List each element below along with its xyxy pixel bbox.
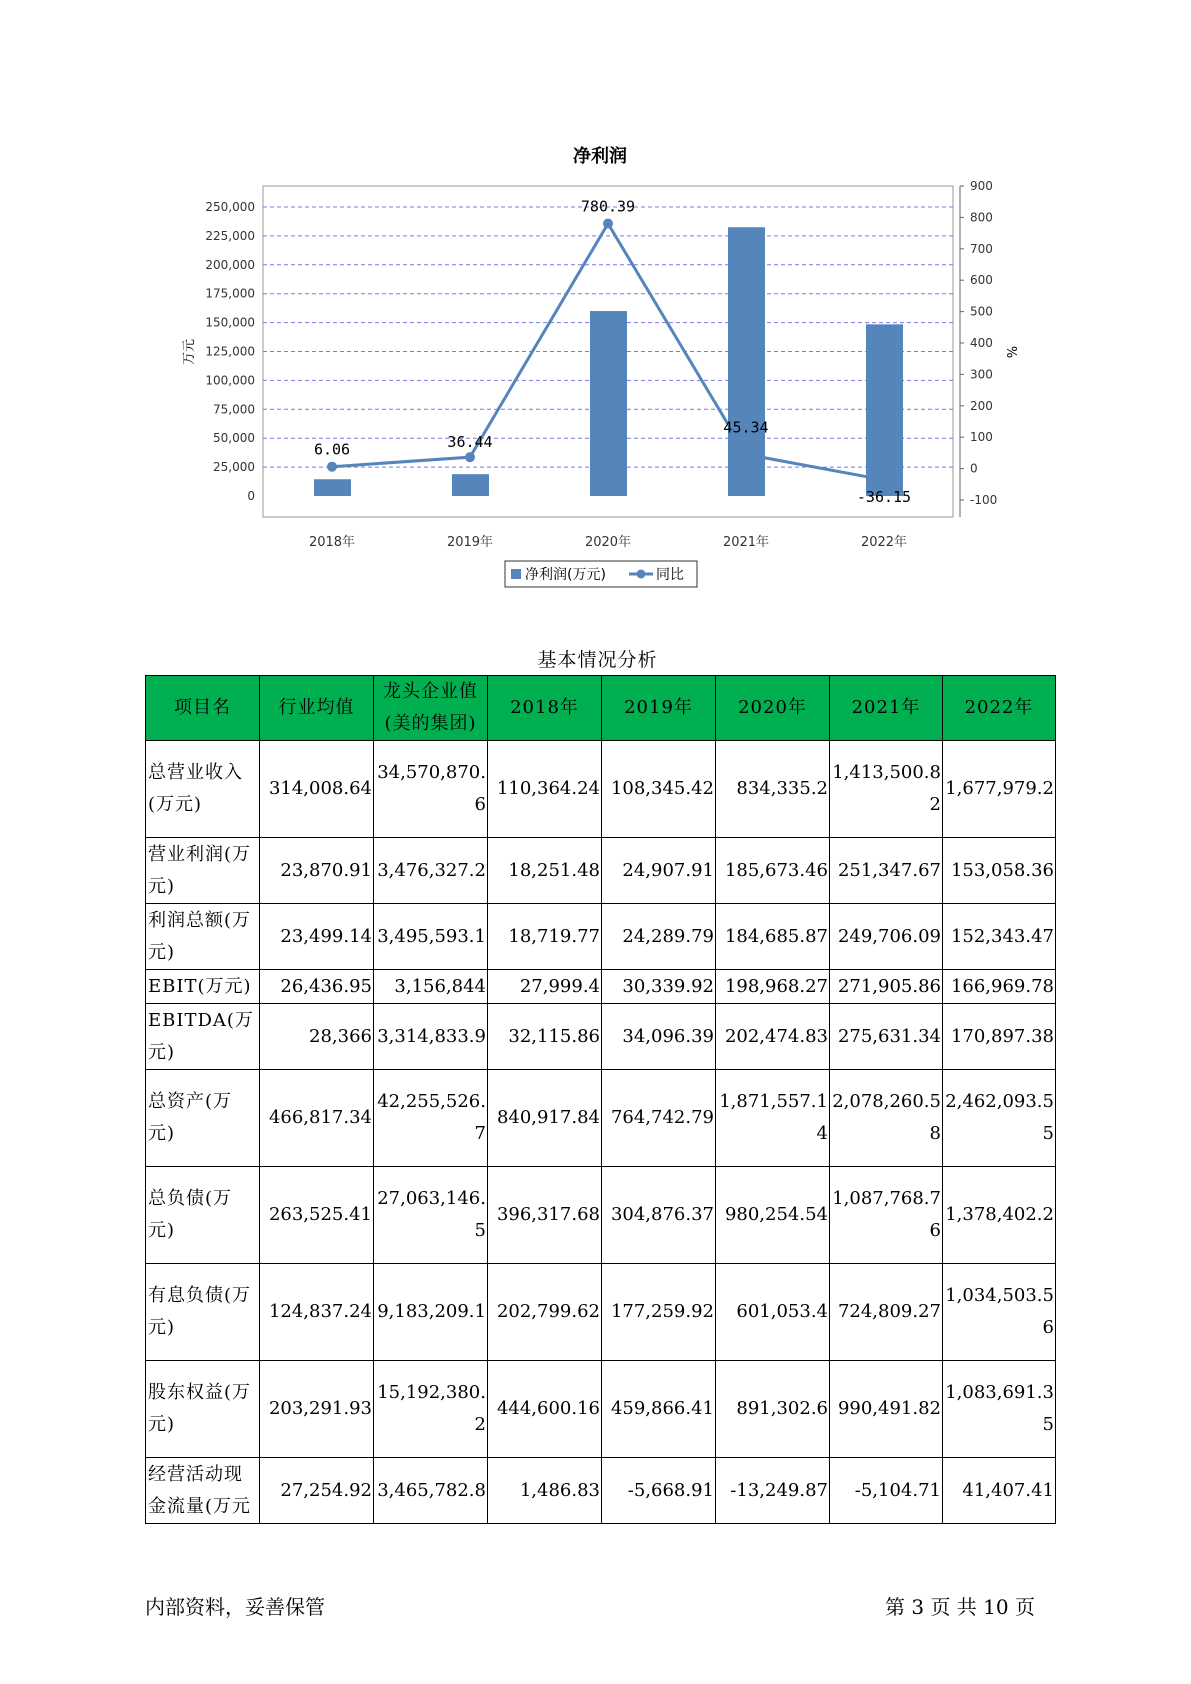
- y-tick-label: 125,000: [205, 344, 255, 359]
- table-cell: 34,096.39: [602, 1004, 716, 1070]
- table-cell: 1,413,500.82: [830, 741, 943, 838]
- table-cell: 1,677,979.2: [943, 741, 1056, 838]
- table-cell: 980,254.54: [716, 1167, 830, 1264]
- table-row: [146, 1167, 1056, 1264]
- y-tick-label: 200,000: [205, 257, 255, 272]
- table-cell: 275,631.34: [830, 1004, 943, 1070]
- table-header-cell: 2018年: [488, 676, 602, 741]
- table-cell: 203,291.93: [260, 1361, 374, 1458]
- table-cell: 3,314,833.9: [374, 1004, 488, 1070]
- table-cell: 15,192,380.2: [374, 1361, 488, 1458]
- y-tick-label: 50,000: [213, 431, 255, 446]
- table-cell: 1,034,503.56: [943, 1264, 1056, 1361]
- bar: [314, 479, 351, 496]
- legend-line-marker: [637, 570, 646, 579]
- table-cell: 1,486.83: [488, 1458, 602, 1524]
- y2-tick-label: 200: [970, 398, 993, 413]
- y-axis-ticks: [205, 200, 255, 503]
- bar-series: [314, 227, 903, 496]
- table-cell: 41,407.41: [943, 1458, 1056, 1524]
- legend-bar-swatch: [511, 569, 521, 579]
- x-tick-label: 2021年: [722, 535, 770, 550]
- table-cell: 314,008.64: [260, 741, 374, 838]
- table-cell: -13,249.87: [716, 1458, 830, 1524]
- table-row: [146, 904, 1056, 970]
- y-tick-label: 150,000: [205, 315, 255, 330]
- legend-bar-label: 净利润(万元): [525, 567, 606, 583]
- table-cell: 170,897.38: [943, 1004, 1056, 1070]
- data-label: 6.06: [313, 440, 351, 459]
- row-label-cell: EBITDA(万元): [146, 1004, 260, 1070]
- table-cell: 1,087,768.76: [830, 1167, 943, 1264]
- table-cell: 198,968.27: [716, 970, 830, 1004]
- table-cell: -5,104.71: [830, 1458, 943, 1524]
- y-tick-label: 175,000: [205, 286, 255, 301]
- y2-tick-label: 600: [970, 273, 993, 288]
- y-tick-label: 0: [247, 489, 255, 503]
- table-row: [146, 970, 1056, 1004]
- table-cell: 3,156,844: [374, 970, 488, 1004]
- table-header-cell: 行业均值: [260, 676, 374, 741]
- table-cell: 18,251.48: [488, 838, 602, 904]
- legend-line-label: 同比: [656, 567, 684, 583]
- table-cell: 466,817.34: [260, 1070, 374, 1167]
- table-cell: 2,462,093.55: [943, 1070, 1056, 1167]
- table-cell: 202,474.83: [716, 1004, 830, 1070]
- table-cell: 764,742.79: [602, 1070, 716, 1167]
- x-tick-label: 2019年: [446, 535, 494, 550]
- footer-page-number: 第 3 页 共 10 页: [885, 1595, 1035, 1619]
- table-cell: 304,876.37: [602, 1167, 716, 1264]
- table-row: [146, 1004, 1056, 1070]
- table-cell: 1,083,691.35: [943, 1361, 1056, 1458]
- row-label-cell: 总负债(万元): [146, 1167, 260, 1264]
- line-point: [879, 475, 889, 485]
- table-cell: 3,465,782.8: [374, 1458, 488, 1524]
- table-cell: 459,866.41: [602, 1361, 716, 1458]
- y-tick-label: 75,000: [213, 402, 255, 417]
- table-row: [146, 741, 1056, 838]
- table-cell: 108,345.42: [602, 741, 716, 838]
- table-cell: 18,719.77: [488, 904, 602, 970]
- table-cell: 34,570,870.6: [374, 741, 488, 838]
- data-label: 780.39: [580, 197, 636, 216]
- table-cell: 249,706.09: [830, 904, 943, 970]
- table-cell: 185,673.46: [716, 838, 830, 904]
- table-cell: 184,685.87: [716, 904, 830, 970]
- table-cell: 42,255,526.7: [374, 1070, 488, 1167]
- table-cell: 601,053.4: [716, 1264, 830, 1361]
- row-label-cell: 总营业收入(万元): [146, 741, 260, 838]
- row-label-cell: 营业利润(万元): [146, 838, 260, 904]
- y2-tick-label: 900: [970, 179, 993, 193]
- x-tick-label: 2018年: [308, 535, 356, 550]
- table-row: [146, 1070, 1056, 1167]
- row-label-cell: 经营活动现金流量(万元: [146, 1458, 260, 1524]
- y2-tick-label: 100: [970, 430, 993, 445]
- table-cell: 1,871,557.14: [716, 1070, 830, 1167]
- basic-analysis-table: [145, 675, 1056, 1524]
- table-cell: 152,343.47: [943, 904, 1056, 970]
- table-cell: 28,366: [260, 1004, 374, 1070]
- table-cell: -5,668.91: [602, 1458, 716, 1524]
- table-cell: 891,302.6: [716, 1361, 830, 1458]
- table-header-cell: 2019年: [602, 676, 716, 741]
- bar: [866, 324, 903, 496]
- table-cell: 27,254.92: [260, 1458, 374, 1524]
- footer-confidential: 内部资料，妥善保管: [145, 1595, 325, 1619]
- bar: [590, 311, 627, 496]
- table-cell: 166,969.78: [943, 970, 1056, 1004]
- line-point: [465, 452, 475, 462]
- table-cell: 124,837.24: [260, 1264, 374, 1361]
- table-cell: 840,917.84: [488, 1070, 602, 1167]
- x-axis-ticks: [309, 534, 907, 550]
- data-label: -36.15: [856, 487, 912, 506]
- y2-axis-label: %: [1003, 345, 1018, 359]
- y-tick-label: 25,000: [213, 460, 255, 475]
- table-cell: 27,999.4: [488, 970, 602, 1004]
- table-cell: 2,078,260.58: [830, 1070, 943, 1167]
- line-point: [327, 462, 337, 472]
- table-header-cell: 项目名: [146, 676, 260, 741]
- chart-legend: [505, 561, 697, 587]
- table-header-cell: 2022年: [943, 676, 1056, 741]
- y-tick-label: 250,000: [205, 200, 255, 214]
- table-row: [146, 1361, 1056, 1458]
- table-cell: 26,436.95: [260, 970, 374, 1004]
- y-tick-label: 225,000: [205, 228, 255, 243]
- table-body: [146, 741, 1056, 1524]
- table-cell: 202,799.62: [488, 1264, 602, 1361]
- table-row: [146, 838, 1056, 904]
- line-point: [603, 219, 613, 229]
- y2-tick-label: -100: [970, 493, 998, 507]
- table-cell: 251,347.67: [830, 838, 943, 904]
- table-cell: 9,183,209.1: [374, 1264, 488, 1361]
- table-cell: 724,809.27: [830, 1264, 943, 1361]
- net-profit-chart: [0, 0, 1191, 600]
- table-cell: 3,476,327.2: [374, 838, 488, 904]
- table-cell: 32,115.86: [488, 1004, 602, 1070]
- data-label: 36.44: [447, 433, 493, 452]
- row-label-cell: 总资产(万元): [146, 1070, 260, 1167]
- y-tick-label: 100,000: [205, 373, 255, 388]
- table-cell: 396,317.68: [488, 1167, 602, 1264]
- row-label-cell: 有息负债(万元): [146, 1264, 260, 1361]
- row-label-cell: EBIT(万元): [146, 970, 260, 1004]
- x-tick-label: 2022年: [860, 535, 908, 550]
- table-cell: 271,905.86: [830, 970, 943, 1004]
- table-cell: 177,259.92: [602, 1264, 716, 1361]
- row-label-cell: 利润总额(万元): [146, 904, 260, 970]
- y2-tick-label: 800: [970, 210, 993, 225]
- table-cell: 834,335.2: [716, 741, 830, 838]
- y2-axis-ticks: [960, 179, 997, 517]
- table-cell: 444,600.16: [488, 1361, 602, 1458]
- table-cell: 990,491.82: [830, 1361, 943, 1458]
- table-cell: 23,870.91: [260, 838, 374, 904]
- y-axis-label: 万元: [182, 338, 197, 366]
- y2-tick-label: 500: [970, 304, 993, 319]
- table-cell: 110,364.24: [488, 741, 602, 838]
- table-caption: 基本情况分析: [537, 649, 658, 671]
- table-cell: 24,289.79: [602, 904, 716, 970]
- table-cell: 30,339.92: [602, 970, 716, 1004]
- table-header-row: [146, 676, 1056, 741]
- y2-tick-label: 400: [970, 336, 993, 350]
- table-row: [146, 1458, 1056, 1524]
- table-header-cell: 龙头企业值(美的集团): [374, 676, 488, 741]
- row-label-cell: 股东权益(万元): [146, 1361, 260, 1458]
- table-cell: 1,378,402.2: [943, 1167, 1056, 1264]
- line-point: [741, 449, 751, 459]
- data-label: 45.34: [723, 418, 769, 437]
- table-cell: 153,058.36: [943, 838, 1056, 904]
- table-header-cell: 2021年: [830, 676, 943, 741]
- y2-tick-label: 700: [970, 241, 993, 256]
- table-header-cell: 2020年: [716, 676, 830, 741]
- y2-tick-label: 0: [970, 461, 978, 476]
- table-row: [146, 1264, 1056, 1361]
- table-cell: 23,499.14: [260, 904, 374, 970]
- chart-title: 净利润: [573, 146, 627, 167]
- table-cell: 24,907.91: [602, 838, 716, 904]
- table-cell: 3,495,593.1: [374, 904, 488, 970]
- x-tick-label: 2020年: [584, 535, 632, 550]
- bar: [452, 474, 489, 496]
- table-cell: 27,063,146.5: [374, 1167, 488, 1264]
- table-cell: 263,525.41: [260, 1167, 374, 1264]
- y2-tick-label: 300: [970, 367, 993, 382]
